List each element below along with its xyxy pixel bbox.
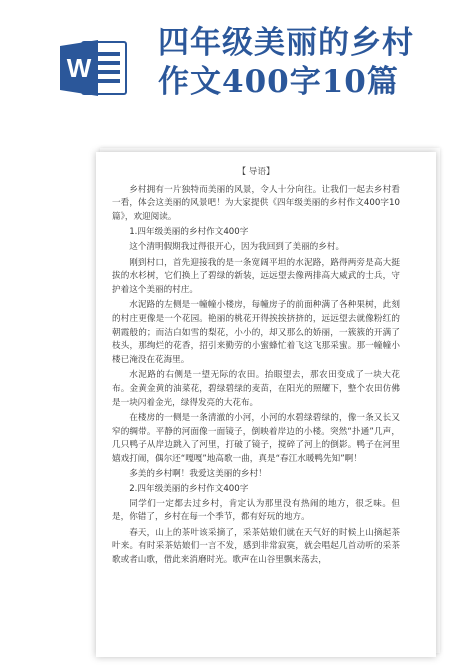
paragraph: 春天，山上的茶叶该采摘了，采茶姑娘们就在天气好的时候上山摘起茶叶来。有时采茶姑娘们一言不发，感到非常寂寞，就会唱起几首动听的采茶歌或者山歌，借此来消磨时光。歌声在山谷里飘来荡去， [112,527,400,566]
header-banner [0,0,474,130]
document-content [112,166,400,570]
paragraph: 多美的乡村啊！我爱这美丽的乡村！ [129,469,267,480]
word-icon [58,38,128,98]
paragraph: 水泥路的左侧是一幢幢小楼房，每幢房子的前面种满了各种果树，此刻的村庄更像是一个花园。艳丽的桃花开得挨挨挤挤的，远远望去就像粉红的朝霞般的；而洁白如雪的梨花，小小的，却又那么的娇丽，一簇簇的开满了枝头，那绚烂的花香，招引来勤劳的小蜜蜂忙着飞这飞那采蜜。那一幢幢小楼已淹没在花海里。 [112,300,400,365]
title-line-2: 作文400字10篇 [158,64,399,100]
guide-label: 【 导语】 [237,167,275,177]
paragraph: 刚到村口，首先迎接我的是一条宽阔平坦的水泥路，路得两旁是高大挺拔的水杉树，它们换上了碧绿的新装，远远望去像两排高大威武的士兵，守护着这个美丽的村庄。 [112,257,400,295]
word-icon-letter: W [66,53,92,83]
title-line-1: 四年级美丽的乡村 [158,25,414,61]
paragraph: 在楼房的一侧是一条清澈的小河，小河的水碧绿碧绿的，像一条又长又窄的绸带。平静的河面像一面镜子，倒映着岸边的小楼。突然“扑通”几声，几只鸭子从岸边跳入了河里，打破了镜子，搅碎了河上的倒影。鸭子在河里嬉戏打闹，偶尔还“嘎嘎”地高歌一曲，真是“春江水暖鸭先知”啊！ [112,413,400,464]
section-heading-1: 1.四年级美丽的乡村作文400字 [129,227,249,238]
paragraph: 这个清明假期我过得很开心，因为我回到了美丽的乡村。 [129,241,345,252]
section-heading-2: 2.四年级美丽的乡村作文400字 [129,484,249,495]
page-title [158,24,468,102]
paragraph: 水泥路的右侧是一望无际的农田。抬眼望去，那农田变成了一块大花布。金黄金黄的油菜花，碧绿碧绿的麦苗，在阳光的照耀下，整个农田仿佛是一块闪着金光，绿得发亮的大花布。 [112,370,400,408]
paragraph-intro: 乡村拥有一片独特而美丽的风景，令人十分向往。让我们一起去乡村看一看，体会这美丽的风景吧！为大家提供《四年级美丽的乡村作文400字10篇》，欢迎阅读。 [112,184,400,222]
paragraph: 同学们一定都去过乡村，肯定认为那里没有热闹的地方，很乏味。但是，你错了，乡村在每一个季节，都有好玩的地方。 [112,498,400,523]
